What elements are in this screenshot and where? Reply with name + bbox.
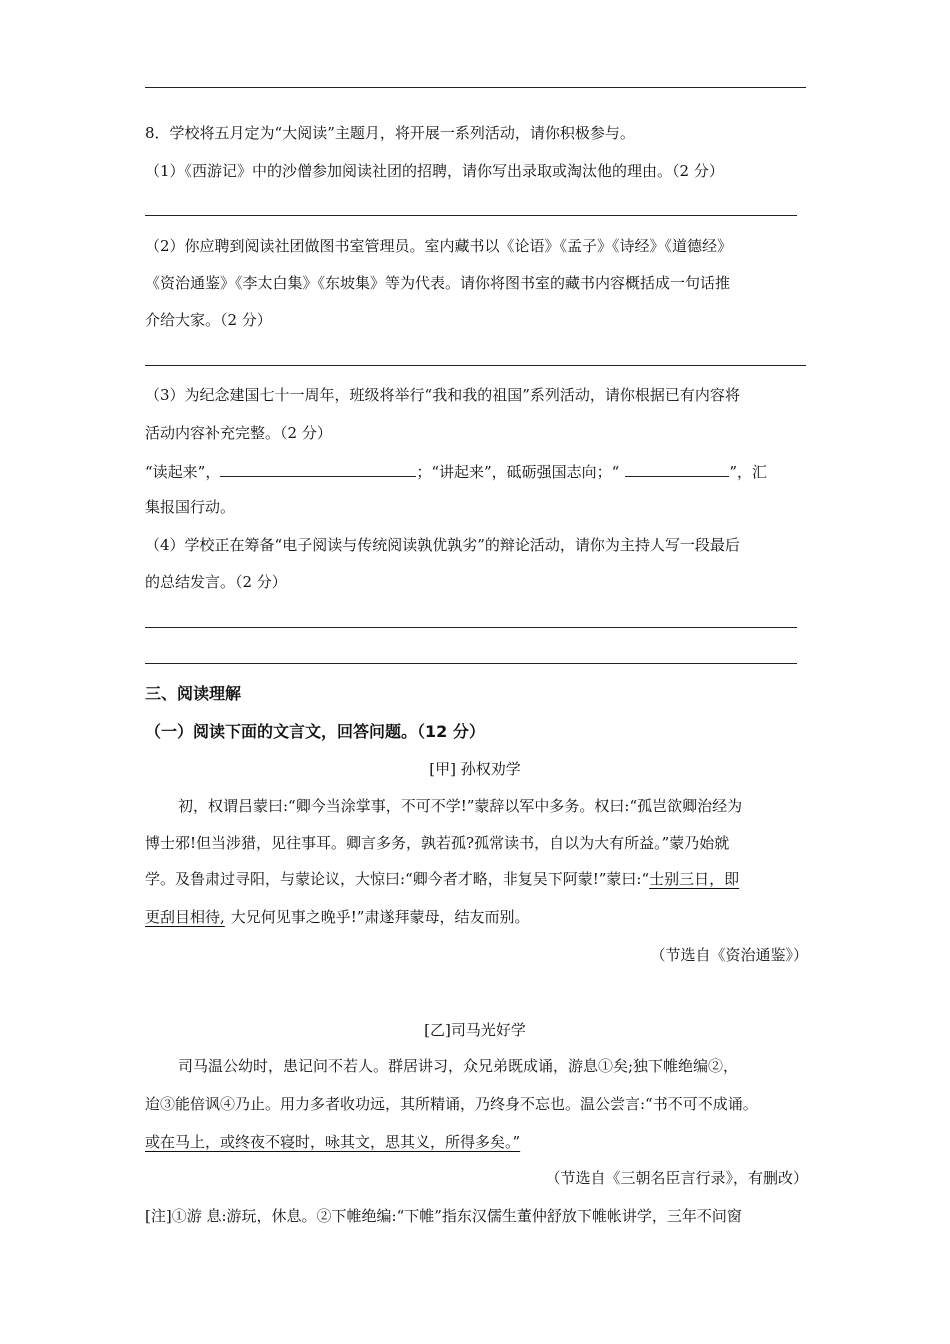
- fill-blank-2[interactable]: [625, 460, 729, 477]
- jia-line4-text: 大兄何见事之晚乎!”肃遂拜蒙母，结友而别。: [230, 908, 530, 926]
- fill-prefix: “读起来”，: [145, 463, 221, 481]
- q8-part4-line1: （4）学校正在筹备“电子阅读与传统阅读孰优孰劣”的辩论活动，请你为主持人写一段最后: [145, 536, 740, 554]
- passage-yi-note: [注]①游 息:游玩，休息。②下帷绝编:“下帷”指东汉儒生董仲舒放下帷帐讲学，三年不问窗: [145, 1207, 742, 1225]
- jia-underlined-phrase-a: 士别三日，即: [649, 870, 740, 888]
- q8-part2-line3: 介给大家。（2 分）: [145, 311, 272, 329]
- passage-yi-source: （节选自《三朝名臣言行录》，有删改）: [545, 1169, 808, 1187]
- fill-blank-1[interactable]: [220, 460, 416, 477]
- q8-part4-line2: 的总结发言。（2 分）: [145, 573, 287, 591]
- passage-jia-line3: [145, 869, 739, 889]
- passage-yi-line1: 司马温公幼时，患记问不若人。群居讲习，众兄弟既成诵，游息①矣;独下帷绝编②，: [178, 1057, 739, 1075]
- passage-jia-source: （节选自《资治通鉴》）: [650, 946, 808, 964]
- passage-jia-title: [甲] 孙权劝学: [429, 760, 521, 778]
- section-subheading: （一）阅读下面的文言文，回答问题。（12 分）: [145, 722, 485, 741]
- q8-part3-line1: （3）为纪念建国七十一周年，班级将举行“我和我的祖国”系列活动，请你根据已有内容将: [145, 386, 740, 404]
- q8-part3-line4: 集报国行动。: [145, 498, 236, 516]
- passage-jia-line4: [145, 907, 529, 927]
- passage-jia-line1: 初，权谓吕蒙曰:“卿今当涂掌事，不可不学!”蒙辞以军中多务。权曰:“孤岂欲卿治经为: [178, 797, 743, 815]
- q8-part3-fill-line: [145, 460, 767, 482]
- answer-line-1[interactable]: [145, 215, 797, 216]
- q8-part2-line1: （2）你应聘到阅读社团做图书室管理员。室内藏书以《论语》《孟子》《诗经》《道德经》: [145, 237, 733, 255]
- passage-jia-line2: 博士邪!但当涉猎，见往事耳。卿言多务，孰若孤?孤常读书，自以为大有所益。”蒙乃始就: [145, 834, 730, 852]
- top-rule: [145, 87, 806, 88]
- q8-stem: 8．学校将五月定为“大阅读”主题月，将开展一系列活动，请你积极参与。: [145, 124, 635, 142]
- jia-underlined-phrase-b: 更刮目相待,: [145, 908, 225, 926]
- fill-middle: ；“讲起来”，砥砺强国志向；“: [416, 463, 620, 481]
- answer-line-3[interactable]: [145, 627, 797, 628]
- section-heading: 三、阅读理解: [145, 684, 242, 703]
- q8-part1: （1）《西游记》中的沙僧参加阅读社团的招聘，请你写出录取或淘汰他的理由。（2 分）: [145, 162, 724, 180]
- passage-yi-title: [乙]司马光好学: [424, 1021, 526, 1039]
- jia-line3-text: 学。及鲁肃过寻阳，与蒙论议，大惊曰:“卿今者才略，非复吴下阿蒙!”蒙曰:“: [145, 870, 650, 888]
- fill-suffix: ”，汇: [729, 463, 768, 481]
- q8-part2-line2: 《资治通鉴》《李太白集》《东坡集》等为代表。请你将图书室的藏书内容概括成一句话推: [145, 274, 731, 292]
- answer-line-4[interactable]: [145, 663, 797, 664]
- q8-part3-line2: 活动内容补充完整。（2 分）: [145, 424, 332, 442]
- answer-line-2[interactable]: [145, 365, 806, 366]
- passage-yi-line2: 迨③能倍讽④乃止。用力多者收功远，其所精诵，乃终身不忘也。温公尝言:“书不可不成诵。: [145, 1095, 758, 1113]
- passage-yi-line3: 或在马上，或终夜不寝时，咏其文，思其义，所得多矣。”: [145, 1133, 521, 1151]
